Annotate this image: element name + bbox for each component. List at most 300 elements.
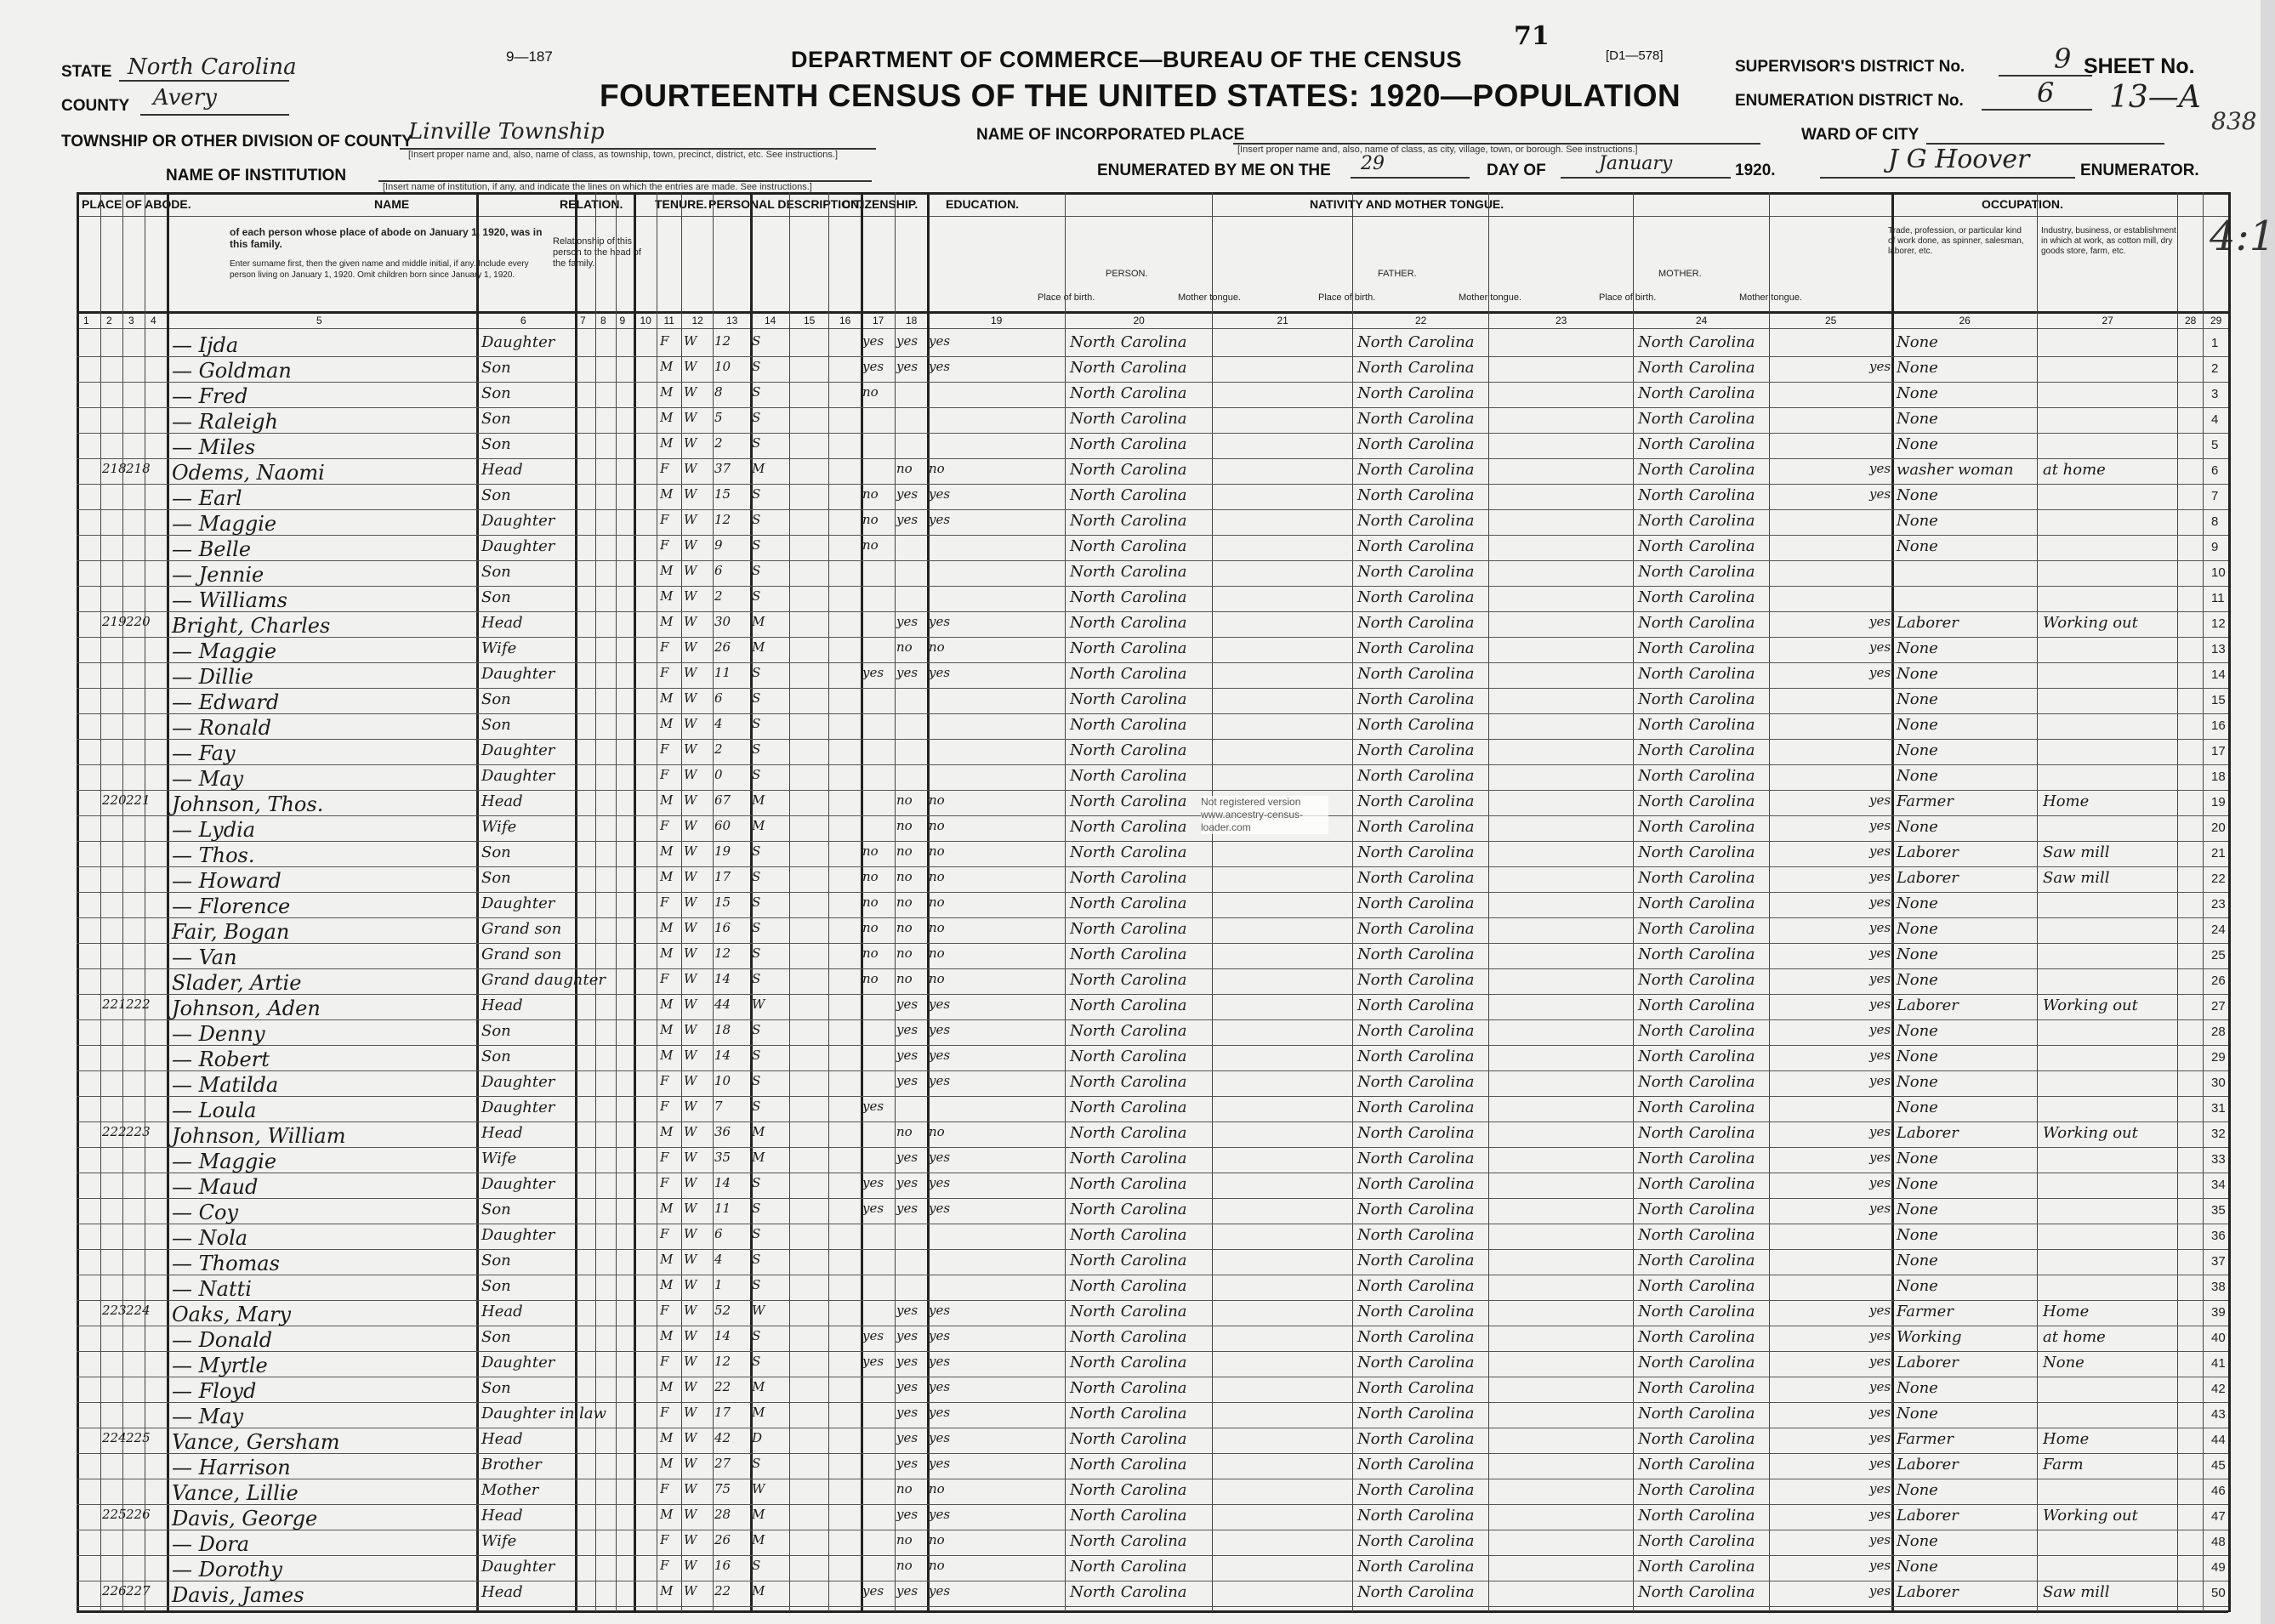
line-number: 50 <box>2211 1586 2226 1600</box>
table-row <box>77 740 2228 764</box>
relation: Grand daughter <box>481 971 606 989</box>
attended-school: no <box>862 384 879 400</box>
table-row <box>77 1071 2228 1096</box>
birthplace: North Carolina <box>1070 971 1187 989</box>
father-birthplace: North Carolina <box>1357 920 1475 938</box>
race: W <box>684 894 697 910</box>
father-birthplace: North Carolina <box>1357 690 1475 708</box>
birthplace: North Carolina <box>1070 997 1187 1014</box>
race: W <box>684 665 697 680</box>
person-name: — Dorothy <box>172 1558 282 1581</box>
marital-status: S <box>752 435 761 451</box>
column-number: 2 <box>106 315 112 327</box>
person-name: — Dillie <box>172 665 253 689</box>
sex: M <box>660 410 674 425</box>
mother-birthplace: North Carolina <box>1638 614 1755 632</box>
speaks-english: yes <box>1869 1558 1891 1573</box>
marital-status: M <box>752 461 765 476</box>
race: W <box>684 690 697 706</box>
mother-birthplace: North Carolina <box>1638 384 1755 402</box>
attended-school: yes <box>862 1583 884 1598</box>
marital-status: S <box>752 1175 761 1190</box>
line-number: 3 <box>2211 387 2219 401</box>
line-number: 29 <box>2211 1050 2226 1065</box>
father-birthplace: North Carolina <box>1357 1252 1475 1269</box>
table-row <box>77 714 2228 739</box>
occupation: Laborer <box>1897 1583 1959 1601</box>
line-number: 18 <box>2211 769 2226 784</box>
name-instructions: Enter surname first, then the given name and middle initial, if any. Include every person living on January 1, 1920. Omit children born since January 1, 1920. <box>230 259 529 280</box>
sex: M <box>660 1277 674 1292</box>
industry: Working out <box>2043 1124 2138 1142</box>
marital-status: S <box>752 741 761 757</box>
able-to-write: no <box>929 1124 945 1139</box>
column-number: 19 <box>991 315 1003 327</box>
occupation: None <box>1897 486 1938 504</box>
marital-status: S <box>752 1099 761 1114</box>
relation: Daughter <box>481 1558 555 1576</box>
able-to-read: no <box>896 818 913 833</box>
race: W <box>684 563 697 578</box>
occupation: Farmer <box>1897 1303 1954 1320</box>
column-number: 9 <box>619 315 626 327</box>
age: 27 <box>714 1456 731 1471</box>
race: W <box>684 1456 697 1471</box>
father-birthplace: North Carolina <box>1357 1456 1475 1474</box>
table-row <box>77 383 2228 407</box>
person-name: Johnson, William <box>172 1124 346 1148</box>
institution-note: [Insert name of institution, if any, and indicate the lines on which the entries are made. See instructions.] <box>383 182 812 192</box>
speaks-english: yes <box>1869 1354 1891 1369</box>
age: 16 <box>714 920 731 935</box>
mother-birthplace: North Carolina <box>1638 639 1755 657</box>
age: 16 <box>714 1558 731 1573</box>
person-name: — Jennie <box>172 563 264 587</box>
age: 14 <box>714 1175 731 1190</box>
group-personal: PERSONAL DESCRIPTION. <box>708 197 862 211</box>
age: 42 <box>714 1430 731 1445</box>
line-number: 23 <box>2211 897 2226 911</box>
line-number: 38 <box>2211 1280 2226 1294</box>
mother-birthplace: North Carolina <box>1638 741 1755 759</box>
dwelling-number: 221 <box>102 997 127 1012</box>
column-number: 15 <box>804 315 816 327</box>
family-number: 225 <box>126 1430 151 1445</box>
relation: Son <box>481 869 511 887</box>
age: 37 <box>714 461 731 476</box>
age: 14 <box>714 1328 731 1343</box>
table-row <box>77 1020 2228 1045</box>
age: 6 <box>714 563 723 578</box>
occupation: None <box>1897 1201 1938 1218</box>
birthplace: North Carolina <box>1070 869 1187 887</box>
relation: Daughter <box>481 665 555 683</box>
mother-birthplace: North Carolina <box>1638 588 1755 606</box>
person-name: — Maggie <box>172 1150 277 1173</box>
column-number: 5 <box>316 315 322 327</box>
sex: M <box>660 1583 674 1598</box>
family-number: 222 <box>126 997 151 1012</box>
sheet-label: SHEET No. <box>2084 54 2195 78</box>
speaks-english: yes <box>1869 1150 1891 1165</box>
birthplace: North Carolina <box>1070 639 1187 657</box>
table-row <box>77 1530 2228 1555</box>
race: W <box>684 1379 697 1394</box>
mother-birthplace: North Carolina <box>1638 792 1755 810</box>
column-number: 24 <box>1696 315 1708 327</box>
group-education: EDUCATION. <box>946 197 1020 211</box>
able-to-write: yes <box>929 512 951 527</box>
person-name: — Dora <box>172 1532 250 1556</box>
day-of-label: DAY OF <box>1487 162 1546 179</box>
speaks-english: yes <box>1869 1379 1891 1394</box>
industry: Saw mill <box>2043 843 2110 861</box>
group-nativity: NATIVITY AND MOTHER TONGUE. <box>1310 197 1504 211</box>
father-birthplace: North Carolina <box>1357 1201 1475 1218</box>
county-value: Avery <box>153 85 217 111</box>
industry: Home <box>2043 1303 2090 1320</box>
father-birthplace: North Carolina <box>1357 384 1475 402</box>
age: 10 <box>714 359 731 374</box>
race: W <box>684 486 697 502</box>
occupation: None <box>1897 1099 1938 1116</box>
supervisor-value: 9 <box>2054 43 2072 75</box>
occupation: None <box>1897 1048 1938 1065</box>
sex: F <box>660 512 669 527</box>
sex: M <box>660 1430 674 1445</box>
speaks-english: yes <box>1869 1201 1891 1216</box>
occupation: None <box>1897 818 1938 836</box>
father-birthplace: North Carolina <box>1357 1558 1475 1576</box>
race: W <box>684 1150 697 1165</box>
relation: Head <box>481 997 523 1014</box>
age: 35 <box>714 1150 731 1165</box>
table-row <box>77 1377 2228 1402</box>
race: W <box>684 1405 697 1420</box>
speaks-english: yes <box>1869 1532 1891 1547</box>
relation: Head <box>481 461 523 479</box>
person-name: Slader, Artie <box>172 971 302 995</box>
line-number: 26 <box>2211 974 2226 988</box>
line-number: 5 <box>2211 438 2219 452</box>
industry: Farm <box>2043 1456 2084 1474</box>
father-birthplace: North Carolina <box>1357 1099 1475 1116</box>
occupation: Laborer <box>1897 1354 1959 1371</box>
group-name: NAME <box>374 197 410 211</box>
occupation: None <box>1897 920 1938 938</box>
able-to-write: yes <box>929 614 951 629</box>
line-number: 27 <box>2211 999 2226 1014</box>
marital-status: W <box>752 1481 765 1496</box>
sex: M <box>660 716 674 731</box>
line-number: 49 <box>2211 1560 2226 1575</box>
able-to-write: yes <box>929 1405 951 1420</box>
mother-birthplace: North Carolina <box>1638 1379 1755 1397</box>
race: W <box>684 1022 697 1037</box>
age: 2 <box>714 741 723 757</box>
able-to-read: yes <box>896 1022 919 1037</box>
table-row <box>77 1224 2228 1249</box>
father-birthplace: North Carolina <box>1357 486 1475 504</box>
mother-birthplace: North Carolina <box>1638 665 1755 683</box>
speaks-english: yes <box>1869 1022 1891 1037</box>
attended-school: no <box>862 512 879 527</box>
able-to-write: yes <box>929 1201 951 1216</box>
attended-school: yes <box>862 1328 884 1343</box>
occupation: Laborer <box>1897 997 1959 1014</box>
relation: Son <box>481 563 511 581</box>
birthplace: North Carolina <box>1070 1430 1187 1448</box>
relation: Head <box>481 792 523 810</box>
line-number: 24 <box>2211 923 2226 937</box>
dwelling-number: 224 <box>102 1430 127 1445</box>
mother-birthplace: North Carolina <box>1638 997 1755 1014</box>
table-row <box>77 969 2228 994</box>
race: W <box>684 1277 697 1292</box>
mother-birthplace: North Carolina <box>1638 1201 1755 1218</box>
able-to-write: yes <box>929 997 951 1012</box>
column-number: 29 <box>2210 315 2222 327</box>
person-name: — Maggie <box>172 639 277 663</box>
person-name: — May <box>172 767 244 791</box>
race: W <box>684 384 697 400</box>
able-to-write: no <box>929 1532 945 1547</box>
sex: M <box>660 1124 674 1139</box>
race: W <box>684 333 697 349</box>
race: W <box>684 1303 697 1318</box>
relation: Daughter <box>481 333 555 351</box>
attended-school: yes <box>862 1175 884 1190</box>
relation: Head <box>481 1507 523 1525</box>
table-row <box>77 357 2228 382</box>
line-number: 20 <box>2211 821 2226 835</box>
occupation: Laborer <box>1897 869 1959 887</box>
able-to-read: yes <box>896 1379 919 1394</box>
occupation: Laborer <box>1897 1456 1959 1474</box>
birthplace: North Carolina <box>1070 435 1187 453</box>
table-row <box>77 1505 2228 1530</box>
able-to-read: no <box>896 1481 913 1496</box>
father-birthplace: North Carolina <box>1357 1354 1475 1371</box>
occupation: None <box>1897 1175 1938 1193</box>
father-subhead: FATHER. <box>1378 269 1417 279</box>
father-birthplace: North Carolina <box>1357 945 1475 963</box>
able-to-read: no <box>896 1124 913 1139</box>
father-birthplace: North Carolina <box>1357 1379 1475 1397</box>
line-number: 34 <box>2211 1178 2226 1192</box>
line-number: 19 <box>2211 795 2226 809</box>
township-note: [Insert proper name and, also, name of class, as township, town, precinct, district, etc. See instructions.] <box>408 150 839 160</box>
line-number: 36 <box>2211 1229 2226 1243</box>
occupation: None <box>1897 1073 1938 1091</box>
birthplace: North Carolina <box>1070 1201 1187 1218</box>
able-to-read: no <box>896 869 913 884</box>
relation: Son <box>481 690 511 708</box>
column-number: 26 <box>1959 315 1971 327</box>
speaks-english: yes <box>1869 869 1891 884</box>
able-to-read: yes <box>896 997 919 1012</box>
mother-birthplace: North Carolina <box>1638 461 1755 479</box>
column-number: 18 <box>906 315 918 327</box>
sex: F <box>660 1405 669 1420</box>
marital-status: D <box>752 1430 763 1445</box>
relation: Head <box>481 614 523 632</box>
form-number: 9—187 <box>506 48 553 65</box>
father-birthplace: North Carolina <box>1357 537 1475 555</box>
able-to-read: yes <box>896 333 919 349</box>
industry: at home <box>2043 461 2106 479</box>
sex: F <box>660 818 669 833</box>
race: W <box>684 971 697 986</box>
line-number: 45 <box>2211 1458 2226 1473</box>
speaks-english: yes <box>1869 1456 1891 1471</box>
relation: Daughter <box>481 1175 555 1193</box>
age: 44 <box>714 997 731 1012</box>
person-name: — Maggie <box>172 512 277 536</box>
occupation: None <box>1897 1150 1938 1167</box>
race: W <box>684 767 697 782</box>
occupation: Working <box>1897 1328 1962 1346</box>
birthplace: North Carolina <box>1070 588 1187 606</box>
occupation-industry-head: Industry, business, or establishment in which at work, as cotton mill, dry goods store, farm, etc. <box>2041 226 2176 256</box>
able-to-read: yes <box>896 1303 919 1318</box>
marital-status: S <box>752 1558 761 1573</box>
age: 6 <box>714 690 723 706</box>
able-to-write: no <box>929 461 945 476</box>
relation: Son <box>481 410 511 428</box>
mother-birthplace: North Carolina <box>1638 818 1755 836</box>
relation: Daughter <box>481 512 555 530</box>
relation: Wife <box>481 639 517 657</box>
relation: Son <box>481 1277 511 1295</box>
father-birthplace: North Carolina <box>1357 333 1475 351</box>
marital-status: S <box>752 690 761 706</box>
occupation: None <box>1897 1277 1938 1295</box>
form-code: [D1—578] <box>1606 48 1664 63</box>
table-row <box>77 1403 2228 1428</box>
table-row <box>77 1301 2228 1326</box>
table-row <box>77 1581 2228 1606</box>
occupation: None <box>1897 894 1938 912</box>
birthplace: North Carolina <box>1070 1303 1187 1320</box>
month-value: January <box>1599 153 1673 174</box>
birthplace: North Carolina <box>1070 461 1187 479</box>
family-number: 226 <box>126 1507 151 1522</box>
mother-birthplace-head: Place of birth. <box>1599 292 1657 303</box>
father-birthplace: North Carolina <box>1357 639 1475 657</box>
sex: M <box>660 435 674 451</box>
able-to-read: yes <box>896 1507 919 1522</box>
sex: F <box>660 1226 669 1241</box>
speaks-english: yes <box>1869 997 1891 1012</box>
able-to-read: yes <box>896 1405 919 1420</box>
relation: Son <box>481 1022 511 1040</box>
able-to-write: yes <box>929 1175 951 1190</box>
marital-status: M <box>752 1507 765 1522</box>
race: W <box>684 1558 697 1573</box>
family-number: 218 <box>126 461 151 476</box>
sex: M <box>660 997 674 1012</box>
attended-school: yes <box>862 1099 884 1114</box>
able-to-read: yes <box>896 1175 919 1190</box>
mother-birthplace: North Carolina <box>1638 894 1755 912</box>
line-number: 32 <box>2211 1127 2226 1141</box>
birthplace: North Carolina <box>1070 333 1187 351</box>
father-birthplace: North Carolina <box>1357 971 1475 989</box>
occupation: Laborer <box>1897 1507 1959 1525</box>
able-to-write: yes <box>929 1583 951 1598</box>
speaks-english: yes <box>1869 1048 1891 1063</box>
sex: F <box>660 741 669 757</box>
person-name: — Myrtle <box>172 1354 268 1377</box>
person-birthplace-head: Place of birth. <box>1038 292 1095 303</box>
attended-school: no <box>862 894 879 910</box>
able-to-read: yes <box>896 1150 919 1165</box>
table-row <box>77 1148 2228 1173</box>
table-row <box>77 893 2228 917</box>
line-number: 37 <box>2211 1254 2226 1269</box>
mother-birthplace: North Carolina <box>1638 1430 1755 1448</box>
able-to-read: yes <box>896 1456 919 1471</box>
column-number: 28 <box>2185 315 2197 327</box>
able-to-read: no <box>896 1532 913 1547</box>
township-value: Linville Township <box>408 119 605 145</box>
able-to-write: yes <box>929 359 951 374</box>
relation: Son <box>481 435 511 453</box>
line-number: 44 <box>2211 1433 2226 1447</box>
sex: M <box>660 1048 674 1063</box>
marital-status: S <box>752 588 761 604</box>
father-birthplace: North Carolina <box>1357 410 1475 428</box>
birthplace: North Carolina <box>1070 1124 1187 1142</box>
mother-birthplace: North Carolina <box>1638 410 1755 428</box>
mother-birthplace: North Carolina <box>1638 1405 1755 1422</box>
relation: Daughter <box>481 767 555 785</box>
sex: F <box>660 461 669 476</box>
birthplace: North Carolina <box>1070 1277 1187 1295</box>
marital-status: S <box>752 767 761 782</box>
speaks-english: yes <box>1869 894 1891 910</box>
line-number: 12 <box>2211 616 2226 631</box>
able-to-write: no <box>929 1558 945 1573</box>
father-birthplace-head: Place of birth. <box>1318 292 1376 303</box>
line-number: 43 <box>2211 1407 2226 1422</box>
sex: M <box>660 1252 674 1267</box>
age: 22 <box>714 1583 731 1598</box>
sex: M <box>660 1022 674 1037</box>
father-birthplace: North Carolina <box>1357 1583 1475 1601</box>
table-row <box>77 765 2228 790</box>
person-name: — Miles <box>172 435 256 459</box>
speaks-english: yes <box>1869 639 1891 655</box>
marital-status: S <box>752 716 761 731</box>
occupation: Farmer <box>1897 792 1954 810</box>
mother-birthplace: North Carolina <box>1638 1175 1755 1193</box>
father-birthplace: North Carolina <box>1357 997 1475 1014</box>
occupation: None <box>1897 1226 1938 1244</box>
race: W <box>684 1252 697 1267</box>
sex: M <box>660 869 674 884</box>
occupation: None <box>1897 1252 1938 1269</box>
relation: Head <box>481 1583 523 1601</box>
line-number: 42 <box>2211 1382 2226 1396</box>
birthplace: North Carolina <box>1070 1022 1187 1040</box>
speaks-english: yes <box>1869 1583 1891 1598</box>
institution-label: NAME OF INSTITUTION <box>166 167 347 185</box>
speaks-english: yes <box>1869 818 1891 833</box>
attended-school: no <box>862 537 879 553</box>
person-name: — Ijda <box>172 333 239 357</box>
